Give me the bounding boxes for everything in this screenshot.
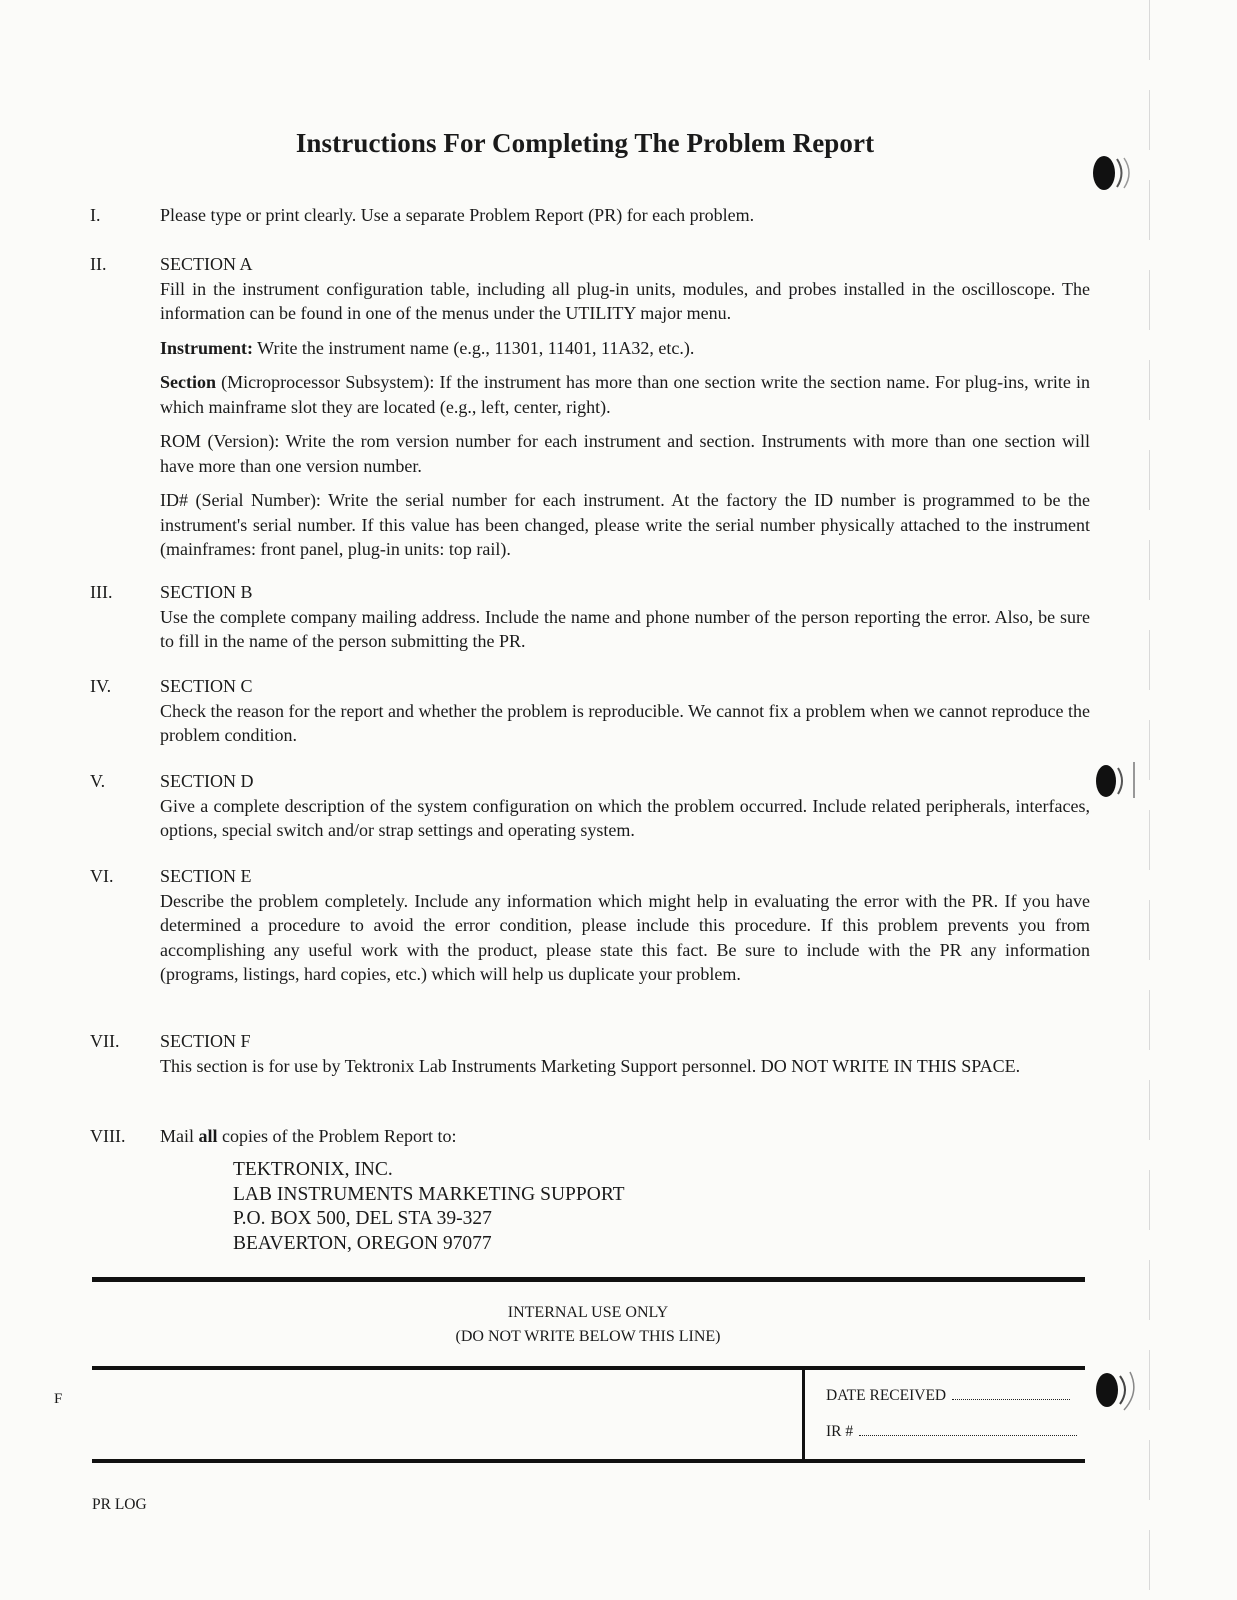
internal-use-subtitle: (DO NOT WRITE BELOW THIS LINE) <box>455 1328 721 1345</box>
instruction-item-section-e <box>90 864 1090 987</box>
instrument-label: Instrument: <box>160 337 253 358</box>
box-divider <box>802 1368 805 1461</box>
item-numeral: III. <box>90 582 113 602</box>
page-edge-shadow <box>1149 0 1150 1600</box>
section-paragraph <box>160 370 1090 419</box>
instruction-item-section-b <box>90 580 1090 654</box>
address-line: TEKTRONIX, INC. <box>233 1159 393 1180</box>
date-received-field <box>826 1385 1070 1405</box>
instruction-item-section-d <box>90 769 1090 843</box>
instruction-item-1 <box>90 203 1090 228</box>
id-paragraph: ID# (Serial Number): Write the serial number for each instrument. At the factory the ID number is programmed to be the instrument's serial number. If this value has been changed, please write the serial number physically attached to the instrument (mainframes: front panel, plug-in units: top rail). <box>160 490 1090 559</box>
section-text: (Microprocessor Subsystem): If the instrument has more than one section write the section name. For plug-ins, write in which mainframe slot they are located (e.g., left, center, right). <box>160 372 1090 417</box>
instruction-item-mail <box>90 1124 1090 1149</box>
ir-number-field <box>826 1421 1077 1441</box>
instruction-item-section-f <box>90 1029 1090 1078</box>
binder-hole-icon <box>1086 150 1138 196</box>
item-text: Give a complete description of the system configuration on which the problem occurred. Include related peripherals, interfaces, options, special switch and/or strap settings and operating system. <box>160 795 1090 840</box>
section-heading: SECTION C <box>160 676 253 696</box>
binder-hole-icon <box>1090 758 1142 804</box>
date-received-label: DATE RECEIVED <box>826 1387 947 1404</box>
address-line: P.O. BOX 500, DEL STA 39-327 <box>233 1208 492 1229</box>
section-heading: SECTION D <box>160 771 254 791</box>
divider-line <box>92 1277 1085 1282</box>
address-line: LAB INSTRUMENTS MARKETING SUPPORT <box>233 1183 625 1205</box>
mailing-address <box>233 1158 625 1256</box>
instruction-item-section-a <box>90 252 1090 562</box>
item-text: This section is for use by Tektronix Lab Instruments Marketing Support personnel. DO NOT WRITE IN THIS SPACE. <box>160 1055 1021 1076</box>
divider-line <box>92 1366 1085 1370</box>
section-heading: SECTION E <box>160 866 252 886</box>
date-received-blank <box>952 1385 1070 1400</box>
item-text: Use the complete company mailing address. Include the name and phone number of the person reporting the error. Also, be sure to fill in the name of the person submitting the PR. <box>160 606 1090 651</box>
margin-mark: F <box>54 1391 63 1407</box>
instrument-text: Write the instrument name (e.g., 11301, 11401, 11A32, etc.). <box>253 337 695 358</box>
instruction-item-section-c <box>90 674 1090 748</box>
section-heading: SECTION F <box>160 1031 251 1051</box>
item-text: Describe the problem completely. Include any information which might help in evaluating the error with the PR. If you have determined a procedure to avoid the error condition, please include this procedure. If this problem prevents you from accomplishing any useful work with the product, please state this fact. Be sure to include with the PR any information (programs, listings, hard copies, etc.) which will help us duplicate your problem. <box>160 890 1090 984</box>
ir-number-blank <box>859 1421 1077 1436</box>
section-label: Section <box>160 372 216 392</box>
item-numeral: I. <box>90 205 101 225</box>
binder-hole-icon <box>1090 1366 1142 1416</box>
item-numeral: VI. <box>90 866 114 886</box>
item-text: Mail all copies of the Problem Report to: <box>160 1126 457 1146</box>
item-text: Check the reason for the report and whether the problem is reproducible. We cannot fix a problem when we cannot reproduce the problem condition. <box>160 700 1090 745</box>
item-numeral: VIII. <box>90 1126 126 1146</box>
section-heading: SECTION A <box>160 254 253 274</box>
section-heading: SECTION B <box>160 582 253 602</box>
address-line: BEAVERTON, OREGON 97077 <box>233 1232 492 1254</box>
ir-number-label: IR # <box>826 1423 854 1440</box>
item-text: Fill in the instrument configuration table, including all plug-in units, modules, and probes installed in the oscilloscope. The information can be found in one of the menus under the UTILITY major menu. <box>160 278 1090 323</box>
item-numeral: II. <box>90 254 107 274</box>
divider-line <box>92 1459 1085 1463</box>
page-title: Instructions For Completing The Problem Report <box>295 128 875 158</box>
internal-use-title: INTERNAL USE ONLY <box>507 1304 669 1321</box>
internal-use-notice <box>388 1301 788 1349</box>
item-text: Please type or print clearly. Use a separate Problem Report (PR) for each problem. <box>160 205 755 225</box>
item-numeral: IV. <box>90 676 112 696</box>
footer-label: PR LOG <box>92 1496 147 1513</box>
instrument-paragraph <box>160 336 1090 361</box>
rom-paragraph: ROM (Version): Write the rom version number for each instrument and section. Instruments with more than one section will have more than one version number. <box>160 431 1090 476</box>
item-numeral: V. <box>90 771 106 791</box>
item-numeral: VII. <box>90 1031 120 1051</box>
